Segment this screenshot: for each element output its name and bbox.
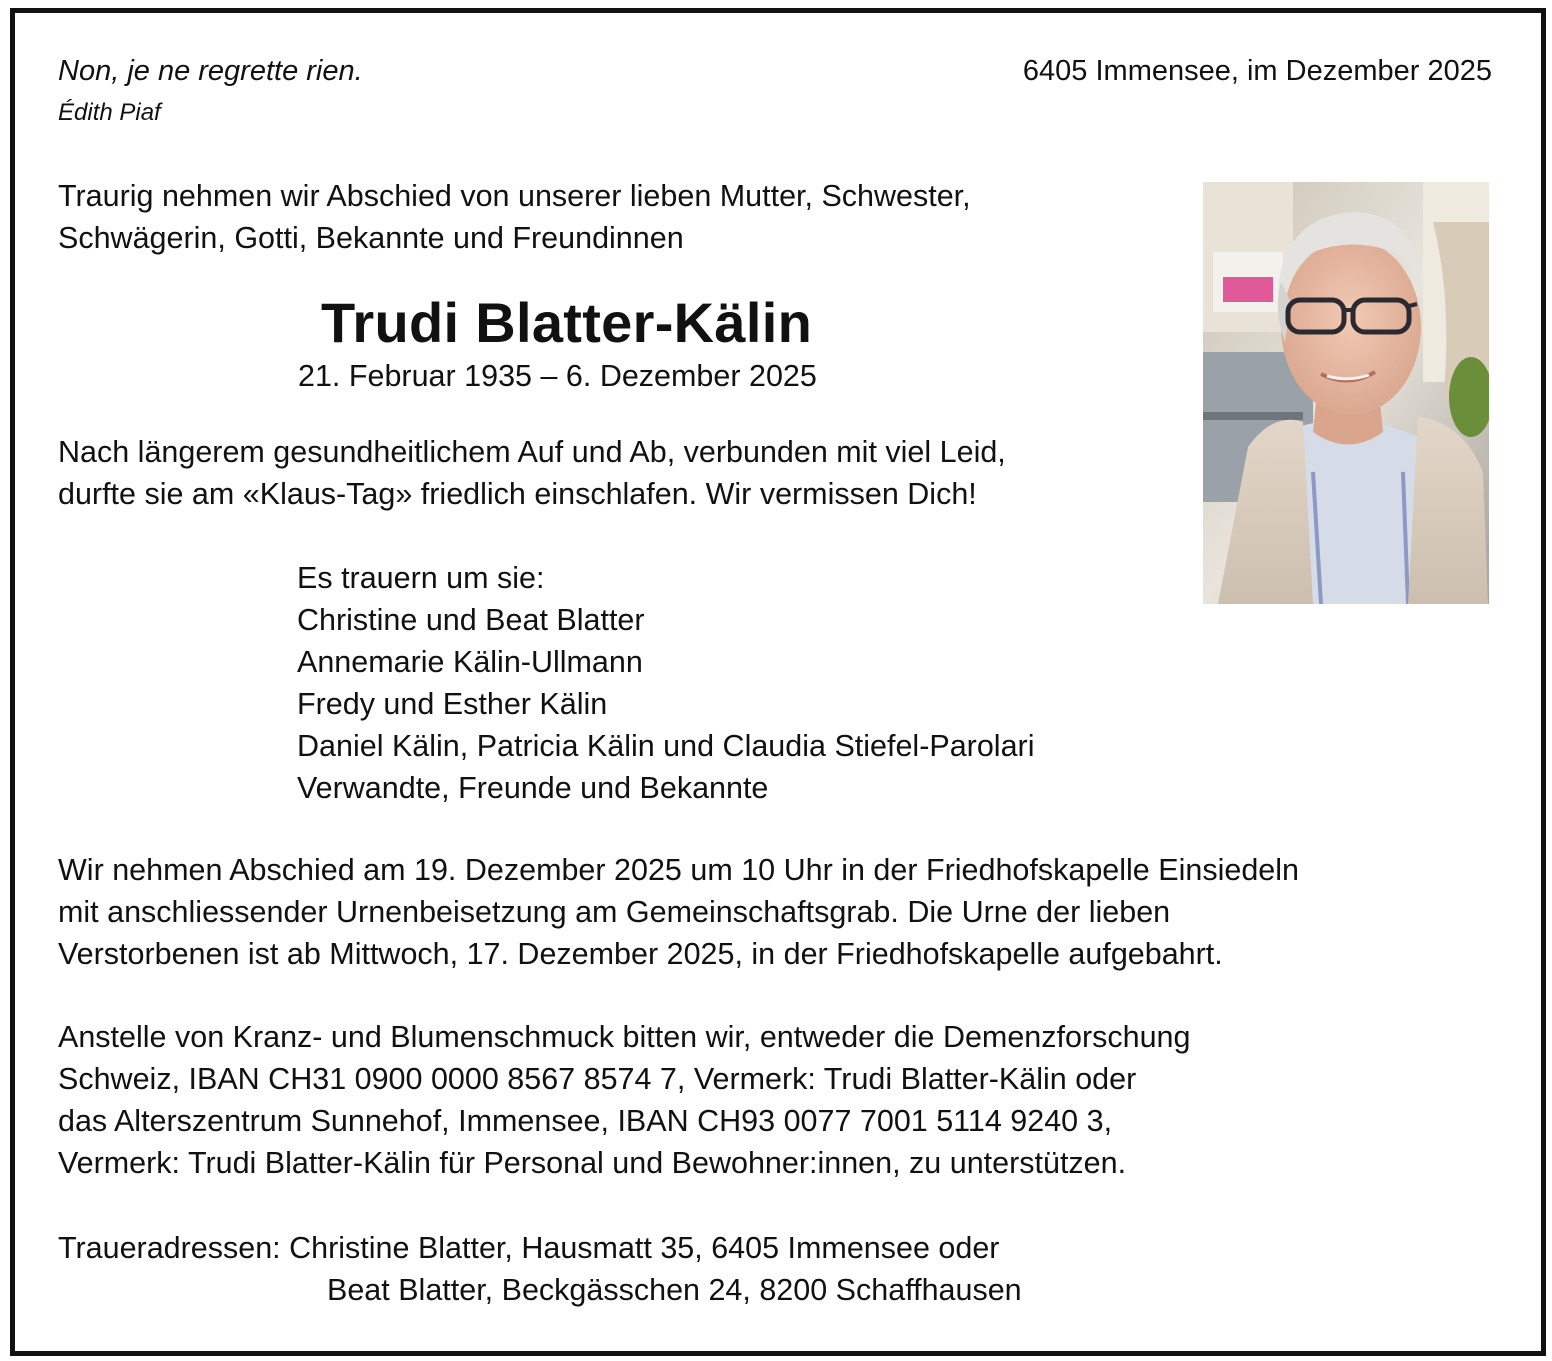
- mourner-name: Annemarie Kälin-Ullmann: [297, 645, 643, 679]
- address-line: Beat Blatter, Beckgässchen 24, 8200 Schaffhausen: [327, 1273, 1022, 1307]
- mourner-name: Daniel Kälin, Patricia Kälin und Claudia Stiefel-Parolari: [297, 729, 1035, 763]
- mourning-addresses: [58, 1227, 1022, 1311]
- ceremony-line: Verstorbenen ist ab Mittwoch, 17. Dezember 2025, in der Friedhofskapelle aufgebahrt.: [58, 937, 1223, 971]
- donation-line: Anstelle von Kranz- und Blumenschmuck bitten wir, entweder die Demenzforschung: [58, 1020, 1191, 1054]
- portrait-photo: [1203, 182, 1489, 604]
- note-line: durfte sie am «Klaus-Tag» friedlich einschlafen. Wir vermissen Dich!: [58, 477, 977, 511]
- note-paragraph: [58, 431, 1006, 515]
- mourner-name: Fredy und Esther Kälin: [297, 687, 608, 721]
- deceased-name: Trudi Blatter-Kälin: [321, 291, 813, 354]
- life-dates: 21. Februar 1935 – 6. Dezember 2025: [298, 359, 817, 393]
- mourner-name: Christine und Beat Blatter: [297, 603, 645, 637]
- ceremony-line: Wir nehmen Abschied am 19. Dezember 2025 um 10 Uhr in der Friedhofskapelle Einsiedeln: [58, 853, 1299, 887]
- ceremony-paragraph: [58, 849, 1299, 975]
- mourners-heading: Es trauern um sie:: [297, 561, 545, 595]
- donation-line: Vermerk: Trudi Blatter-Kälin für Personal und Bewohner:innen, zu unterstützen.: [58, 1146, 1127, 1180]
- epigraph-quote: Non, je ne regrette rien.: [58, 55, 363, 87]
- mourners-list: [297, 557, 1034, 809]
- intro-line: Traurig nehmen wir Abschied von unserer lieben Mutter, Schwester,: [58, 179, 971, 213]
- donation-line: Schweiz, IBAN CH31 0900 0000 8567 8574 7, Vermerk: Trudi Blatter-Kälin oder: [58, 1062, 1137, 1096]
- mourner-name: Verwandte, Freunde und Bekannte: [297, 771, 769, 805]
- donation-line: das Alterszentrum Sunnehof, Immensee, IBAN CH93 0077 7001 5114 9240 3,: [58, 1104, 1113, 1138]
- donation-paragraph: [58, 1016, 1190, 1184]
- ceremony-line: mit anschliessender Urnenbeisetzung am Gemeinschaftsgrab. Die Urne der lieben: [58, 895, 1171, 929]
- place-date: 6405 Immensee, im Dezember 2025: [1022, 55, 1492, 87]
- intro-line: Schwägerin, Gotti, Bekannte und Freundinnen: [58, 221, 684, 255]
- address-line: Traueradressen: Christine Blatter, Hausmatt 35, 6405 Immensee oder: [58, 1231, 1000, 1265]
- note-line: Nach längerem gesundheitlichem Auf und Ab, verbunden mit viel Leid,: [58, 435, 1006, 469]
- intro-paragraph: [58, 175, 971, 259]
- epigraph-author: Édith Piaf: [58, 99, 161, 126]
